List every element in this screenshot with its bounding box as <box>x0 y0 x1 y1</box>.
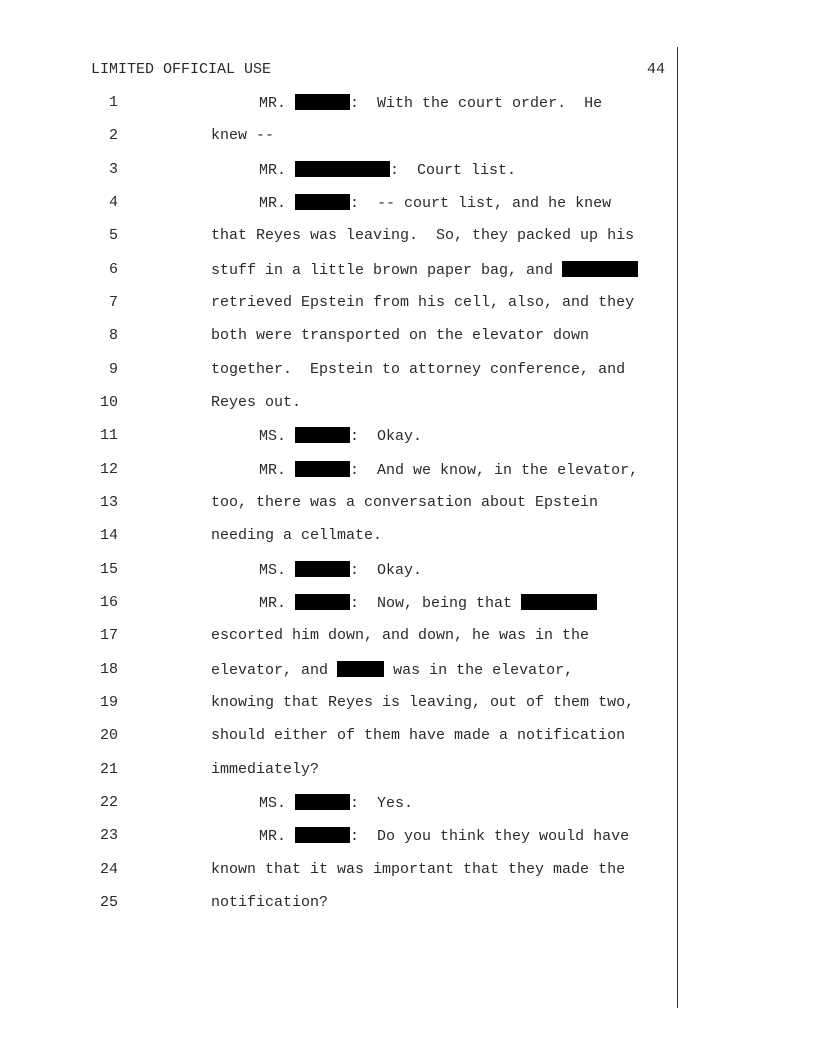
line-number: 6 <box>108 261 118 278</box>
line-number: 17 <box>99 627 118 644</box>
line-text: retrieved Epstein from his cell, also, and they <box>211 294 635 311</box>
speaker-title: MS. <box>259 795 287 812</box>
redaction-box <box>295 594 350 610</box>
speaker-title: MR. <box>259 462 287 479</box>
line-text: Reyes out. <box>211 394 302 411</box>
line-text <box>259 94 602 112</box>
redaction-box <box>295 161 390 177</box>
transcript-line <box>0 161 676 181</box>
line-text: known that it was important that they made the <box>211 861 626 878</box>
line-number: 24 <box>99 861 118 878</box>
line-number: 25 <box>99 894 118 911</box>
line-number: 19 <box>99 694 118 711</box>
redaction-box <box>337 661 384 677</box>
transcript-line <box>0 861 676 881</box>
transcript-line <box>0 794 676 814</box>
line-number: 4 <box>108 194 118 211</box>
line-number: 18 <box>99 661 118 678</box>
page-header-classification: LIMITED OFFICIAL USE <box>91 61 272 78</box>
line-text: too, there was a conversation about Epstein <box>211 494 599 511</box>
line-text-segment: : -- court list, and he knew <box>350 195 612 212</box>
line-text <box>259 194 611 212</box>
transcript-line <box>0 694 676 714</box>
transcript-line <box>0 494 676 514</box>
line-number: 3 <box>108 161 118 178</box>
transcript-line <box>0 627 676 647</box>
line-text <box>259 427 422 445</box>
line-text <box>211 661 573 679</box>
line-text: escorted him down, and down, he was in the <box>211 627 590 644</box>
speaker-title: MR. <box>259 162 287 179</box>
redaction-box <box>295 794 350 810</box>
line-number: 13 <box>99 494 118 511</box>
transcript-line <box>0 727 676 747</box>
transcript-line <box>0 361 676 381</box>
redaction-box <box>295 827 350 843</box>
line-number: 22 <box>99 794 118 811</box>
transcript-line <box>0 461 676 481</box>
line-number: 14 <box>99 527 118 544</box>
transcript-line <box>0 661 676 681</box>
line-text-segment: elevator, and <box>211 662 329 679</box>
line-number: 2 <box>108 127 118 144</box>
line-text <box>259 161 516 179</box>
transcript-line <box>0 261 676 281</box>
speaker-title: MR. <box>259 828 287 845</box>
line-text-segment: : Court list. <box>390 162 517 179</box>
transcript-line <box>0 127 676 147</box>
transcript-line <box>0 527 676 547</box>
line-number: 16 <box>99 594 118 611</box>
right-margin-rule <box>677 47 678 1008</box>
line-number: 5 <box>108 227 118 244</box>
speaker-title: MR. <box>259 195 287 212</box>
line-text <box>211 261 638 279</box>
transcript-line <box>0 327 676 347</box>
line-number: 7 <box>108 294 118 311</box>
transcript-line <box>0 94 676 114</box>
redaction-box <box>521 594 597 610</box>
line-number: 15 <box>99 561 118 578</box>
transcript-line <box>0 227 676 247</box>
line-text: knew -- <box>211 127 275 144</box>
transcript-line <box>0 827 676 847</box>
transcript-line <box>0 427 676 447</box>
transcript-line <box>0 761 676 781</box>
line-text: immediately? <box>211 761 320 778</box>
line-number: 8 <box>108 327 118 344</box>
speaker-title: MR. <box>259 95 287 112</box>
line-text-segment: : Do you think they would have <box>350 828 630 845</box>
line-text: knowing that Reyes is leaving, out of them two, <box>211 694 635 711</box>
transcript-line <box>0 561 676 581</box>
speaker-title: MR. <box>259 595 287 612</box>
line-text <box>259 561 422 579</box>
line-text-segment: : Okay. <box>350 562 423 579</box>
line-number: 12 <box>99 461 118 478</box>
transcript-line <box>0 894 676 914</box>
line-text <box>259 827 629 845</box>
line-text: together. Epstein to attorney conference, and <box>211 361 626 378</box>
line-number: 9 <box>108 361 118 378</box>
transcript-line <box>0 394 676 414</box>
redaction-box <box>295 461 350 477</box>
redaction-box <box>562 261 638 277</box>
line-text-segment: : Yes. <box>350 795 414 812</box>
redaction-box <box>295 194 350 210</box>
line-text-segment: : Okay. <box>350 428 423 445</box>
line-text-segment: : With the court order. He <box>350 95 603 112</box>
line-text-segment: stuff in a little brown paper bag, and <box>211 262 554 279</box>
line-text: both were transported on the elevator down <box>211 327 590 344</box>
line-text-segment: : And we know, in the elevator, <box>350 462 639 479</box>
line-number: 21 <box>99 761 118 778</box>
line-text <box>259 461 638 479</box>
speaker-title: MS. <box>259 562 287 579</box>
line-number: 23 <box>99 827 118 844</box>
redaction-box <box>295 94 350 110</box>
page-number: 44 <box>647 61 666 78</box>
line-text-segment: : Now, being that <box>350 595 513 612</box>
transcript-line <box>0 194 676 214</box>
line-number: 11 <box>99 427 118 444</box>
line-text: needing a cellmate. <box>211 527 383 544</box>
redaction-box <box>295 561 350 577</box>
line-text-segment: was in the elevator, <box>393 662 574 679</box>
line-text: that Reyes was leaving. So, they packed up his <box>211 227 635 244</box>
transcript-line <box>0 594 676 614</box>
line-number: 1 <box>108 94 118 111</box>
line-text: should either of them have made a notification <box>211 727 626 744</box>
transcript-line <box>0 294 676 314</box>
line-text: notification? <box>211 894 329 911</box>
redaction-box <box>295 427 350 443</box>
line-number: 10 <box>99 394 118 411</box>
line-text <box>259 794 413 812</box>
line-text <box>259 594 597 612</box>
speaker-title: MS. <box>259 428 287 445</box>
line-number: 20 <box>99 727 118 744</box>
